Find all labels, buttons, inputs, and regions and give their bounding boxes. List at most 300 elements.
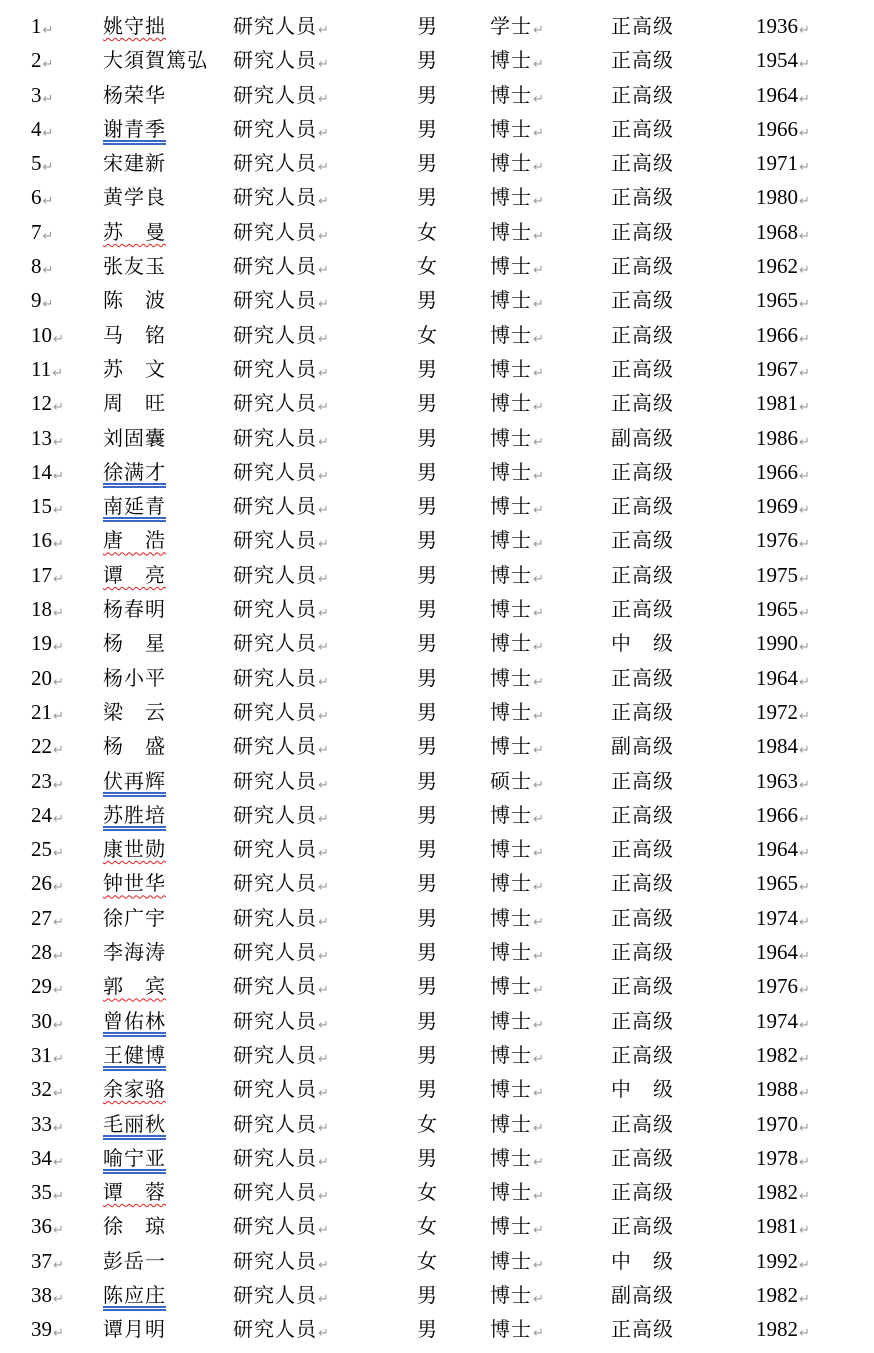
role-cell-text: 研究人员 (233, 459, 317, 484)
role-cell-text: 研究人员 (233, 597, 317, 622)
birth-year-cell-text: 1966 (756, 802, 798, 827)
title-level-cell (611, 969, 674, 1003)
role-cell-text: 研究人员 (233, 699, 317, 724)
person-name (103, 1209, 166, 1243)
birth-year-cell (756, 318, 810, 356)
degree-cell (490, 661, 545, 699)
role-cell (233, 1278, 330, 1316)
birth-year-cell-text: 1981 (756, 1214, 798, 1239)
title-level-cell (611, 318, 674, 352)
title-level-cell-text: 正高级 (611, 905, 674, 930)
role-cell-text: 研究人员 (233, 116, 317, 141)
title-level-cell (611, 421, 674, 455)
person-name-text: 宋建新 (103, 151, 166, 176)
title-level-cell-text: 正高级 (611, 48, 674, 73)
list-item (0, 661, 874, 695)
row-number (31, 866, 64, 904)
paragraph-mark-icon: ↵ (318, 983, 330, 999)
gender-cell (417, 1141, 438, 1175)
role-cell (233, 386, 330, 424)
paragraph-mark-icon: ↵ (318, 1326, 330, 1342)
gender-cell (417, 1244, 438, 1278)
row-number-text: 26 (31, 871, 52, 896)
degree-cell (490, 489, 545, 527)
row-number (31, 832, 64, 870)
person-name (103, 1175, 166, 1209)
role-cell-text: 研究人员 (233, 802, 317, 827)
title-level-cell (611, 146, 674, 180)
role-cell (233, 592, 330, 630)
row-number-text: 5 (31, 151, 42, 176)
row-number (31, 798, 64, 836)
row-number-text: 37 (31, 1248, 52, 1273)
birth-year-cell (756, 489, 810, 527)
person-name-text: 马 铭 (103, 322, 166, 347)
role-cell-text: 研究人员 (233, 871, 317, 896)
paragraph-mark-icon: ↵ (799, 571, 810, 587)
person-name-text: 苏 曼 (103, 219, 166, 244)
paragraph-mark-icon: ↵ (318, 537, 330, 553)
row-number (31, 523, 64, 561)
title-level-cell (611, 283, 674, 317)
title-level-cell-text: 副高级 (611, 425, 674, 450)
degree-cell (490, 1038, 545, 1076)
paragraph-mark-icon: ↵ (318, 1189, 330, 1205)
row-number (31, 489, 64, 527)
person-name (103, 729, 166, 763)
person-name (103, 180, 166, 214)
list-item (0, 283, 874, 317)
degree-cell-text: 博士 (490, 322, 532, 347)
birth-year-cell (756, 249, 810, 287)
birth-year-cell-text: 1986 (756, 425, 798, 450)
birth-year-cell-text: 1978 (756, 1145, 798, 1170)
row-number-text: 29 (31, 974, 52, 999)
paragraph-mark-icon: ↵ (53, 949, 64, 965)
birth-year-cell (756, 798, 810, 836)
role-cell (233, 764, 330, 802)
gender-cell-text: 男 (417, 1008, 438, 1033)
birth-year-cell-text: 1969 (756, 494, 798, 519)
degree-cell-text: 博士 (490, 219, 532, 244)
degree-cell (490, 215, 545, 253)
paragraph-mark-icon: ↵ (533, 983, 545, 999)
title-level-cell (611, 1244, 674, 1278)
birth-year-cell (756, 969, 810, 1007)
paragraph-mark-icon: ↵ (799, 194, 810, 210)
person-name-text: 苏 文 (103, 356, 166, 381)
degree-cell-text: 博士 (490, 1282, 532, 1307)
gender-cell (417, 1072, 438, 1106)
title-level-cell (611, 386, 674, 420)
role-cell (233, 1209, 330, 1247)
birth-year-cell-text: 1965 (756, 871, 798, 896)
person-name-text: 南延青 (103, 494, 166, 519)
title-level-cell (611, 1278, 674, 1312)
degree-cell-text: 博士 (490, 631, 532, 656)
title-level-cell (611, 489, 674, 523)
title-level-cell-text: 正高级 (611, 768, 674, 793)
person-name-text: 谭月明 (103, 1317, 166, 1342)
row-number (31, 455, 64, 493)
list-item (0, 1072, 874, 1106)
gender-cell-text: 男 (417, 391, 438, 416)
paragraph-mark-icon: ↵ (318, 400, 330, 416)
paragraph-mark-icon: ↵ (799, 846, 810, 862)
person-name (103, 592, 166, 626)
title-level-cell-text: 正高级 (611, 665, 674, 690)
paragraph-mark-icon: ↵ (799, 880, 810, 896)
degree-cell (490, 1278, 545, 1316)
degree-cell-text: 博士 (490, 974, 532, 999)
role-cell-text: 研究人员 (233, 940, 317, 965)
paragraph-mark-icon: ↵ (799, 1086, 810, 1102)
row-number (31, 558, 64, 596)
gender-cell (417, 1107, 438, 1141)
paragraph-mark-icon: ↵ (42, 194, 54, 210)
title-level-cell (611, 180, 674, 214)
role-cell (233, 489, 330, 527)
birth-year-cell (756, 764, 810, 802)
paragraph-mark-icon: ↵ (53, 468, 64, 484)
degree-cell-text: 博士 (490, 802, 532, 827)
degree-cell-text: 博士 (490, 116, 532, 141)
degree-cell-text: 博士 (490, 425, 532, 450)
row-number-text: 36 (31, 1214, 52, 1239)
list-item (0, 455, 874, 489)
degree-cell (490, 318, 545, 356)
gender-cell (417, 1278, 438, 1312)
paragraph-mark-icon: ↵ (318, 57, 330, 73)
paragraph-mark-icon: ↵ (533, 297, 545, 313)
gender-cell (417, 78, 438, 112)
title-level-cell-text: 正高级 (611, 254, 674, 279)
role-cell (233, 695, 330, 733)
row-number-text: 6 (31, 185, 42, 210)
degree-cell (490, 1141, 545, 1179)
person-name (103, 1072, 166, 1106)
paragraph-mark-icon: ↵ (53, 1120, 64, 1136)
title-level-cell-text: 正高级 (611, 837, 674, 862)
paragraph-mark-icon: ↵ (799, 468, 810, 484)
title-level-cell-text: 正高级 (611, 288, 674, 313)
birth-year-cell (756, 901, 810, 939)
birth-year-cell-text: 1964 (756, 665, 798, 690)
paragraph-mark-icon: ↵ (799, 674, 810, 690)
person-name (103, 901, 166, 935)
degree-cell (490, 1107, 545, 1145)
title-level-cell (611, 1004, 674, 1038)
person-name (103, 1107, 166, 1141)
degree-cell (490, 969, 545, 1007)
degree-cell-text: 博士 (490, 734, 532, 759)
birth-year-cell (756, 421, 810, 459)
role-cell (233, 78, 330, 116)
title-level-cell (611, 729, 674, 763)
title-level-cell-text: 正高级 (611, 116, 674, 141)
paragraph-mark-icon: ↵ (318, 23, 330, 38)
degree-cell (490, 386, 545, 424)
degree-cell-text: 博士 (490, 151, 532, 176)
role-cell (233, 146, 330, 184)
gender-cell (417, 1038, 438, 1072)
title-level-cell-text: 中 级 (611, 1248, 674, 1273)
birth-year-cell (756, 352, 810, 390)
degree-cell-text: 博士 (490, 1111, 532, 1136)
row-number (31, 78, 53, 116)
person-name-text: 徐满才 (103, 459, 166, 484)
degree-cell-text: 博士 (490, 905, 532, 930)
row-number-text: 25 (31, 837, 52, 862)
person-name-text: 陈应庄 (103, 1282, 166, 1307)
row-number-text: 2 (31, 48, 42, 73)
birth-year-cell-text: 1964 (756, 82, 798, 107)
gender-cell-text: 女 (417, 1180, 438, 1205)
row-number (31, 180, 53, 218)
gender-cell-text: 男 (417, 14, 438, 38)
title-level-cell (611, 352, 674, 386)
birth-year-cell-text: 1982 (756, 1282, 798, 1307)
list-item (0, 866, 874, 900)
gender-cell (417, 43, 438, 77)
degree-cell (490, 146, 545, 184)
person-name-text: 黄学良 (103, 185, 166, 210)
birth-year-cell (756, 215, 810, 253)
degree-cell-text: 博士 (490, 494, 532, 519)
title-level-cell-text: 正高级 (611, 219, 674, 244)
paragraph-mark-icon: ↵ (318, 468, 330, 484)
gender-cell (417, 455, 438, 489)
birth-year-cell-text: 1968 (756, 219, 798, 244)
person-name-text: 彭岳一 (103, 1248, 166, 1273)
row-number-text: 3 (31, 82, 42, 107)
gender-cell-text: 男 (417, 151, 438, 176)
list-item (0, 43, 874, 77)
person-name-text: 郭 宾 (103, 974, 166, 999)
gender-cell-text: 男 (417, 837, 438, 862)
row-number-text: 24 (31, 802, 52, 827)
birth-year-cell-text: 1966 (756, 322, 798, 347)
birth-year-cell-text: 1976 (756, 528, 798, 553)
paragraph-mark-icon: ↵ (533, 640, 545, 656)
birth-year-cell (756, 866, 810, 904)
row-number (31, 112, 53, 150)
degree-cell (490, 729, 545, 767)
person-name (103, 489, 166, 523)
degree-cell (490, 283, 545, 321)
title-level-cell-text: 正高级 (611, 322, 674, 347)
role-cell-text: 研究人员 (233, 1282, 317, 1307)
paragraph-mark-icon: ↵ (53, 640, 64, 656)
title-level-cell (611, 43, 674, 77)
birth-year-cell-text: 1982 (756, 1317, 798, 1342)
paragraph-mark-icon: ↵ (533, 1291, 545, 1307)
row-number-text: 17 (31, 562, 52, 587)
role-cell-text: 研究人员 (233, 1111, 317, 1136)
paragraph-mark-icon: ↵ (533, 1051, 545, 1067)
birth-year-cell-text: 1990 (756, 631, 798, 656)
role-cell (233, 729, 330, 767)
title-level-cell-text: 正高级 (611, 185, 674, 210)
degree-cell-text: 博士 (490, 940, 532, 965)
paragraph-mark-icon: ↵ (533, 503, 545, 519)
role-cell-text: 研究人员 (233, 905, 317, 930)
paragraph-mark-icon: ↵ (318, 708, 330, 724)
title-level-cell (611, 592, 674, 626)
paragraph-mark-icon: ↵ (53, 1051, 64, 1067)
degree-cell (490, 1072, 545, 1110)
gender-cell-text: 男 (417, 699, 438, 724)
person-name (103, 866, 166, 900)
list-item (0, 421, 874, 455)
birth-year-cell (756, 1175, 810, 1213)
paragraph-mark-icon: ↵ (533, 743, 545, 759)
title-level-cell (611, 832, 674, 866)
person-name (103, 969, 166, 1003)
birth-year-cell (756, 523, 810, 561)
gender-cell (417, 180, 438, 214)
row-number-text: 32 (31, 1077, 52, 1102)
list-item (0, 592, 874, 626)
row-number-text: 34 (31, 1145, 52, 1170)
person-name (103, 1038, 166, 1072)
paragraph-mark-icon: ↵ (533, 846, 545, 862)
list-item (0, 1278, 874, 1312)
title-level-cell-text: 副高级 (611, 734, 674, 759)
row-number-text: 11 (31, 356, 52, 381)
degree-cell-text: 博士 (490, 185, 532, 210)
person-name-text: 苏胜培 (103, 802, 166, 827)
person-name-text: 李海涛 (103, 940, 166, 965)
title-level-cell (611, 1141, 674, 1175)
paragraph-mark-icon: ↵ (533, 777, 545, 793)
row-number (31, 9, 53, 47)
paragraph-mark-icon: ↵ (799, 914, 810, 930)
paragraph-mark-icon: ↵ (318, 571, 330, 587)
gender-cell-text: 男 (417, 562, 438, 587)
row-number-text: 4 (31, 116, 42, 141)
paragraph-mark-icon: ↵ (53, 1257, 64, 1273)
title-level-cell (611, 523, 674, 557)
list-item (0, 180, 874, 214)
gender-cell (417, 592, 438, 626)
row-number (31, 901, 64, 939)
person-name-text: 陈 波 (103, 288, 166, 313)
role-cell-text: 研究人员 (233, 1145, 317, 1170)
gender-cell (417, 215, 438, 249)
paragraph-mark-icon: ↵ (533, 57, 545, 73)
degree-cell-text: 博士 (490, 1042, 532, 1067)
person-name (103, 695, 166, 729)
paragraph-mark-icon: ↵ (52, 365, 64, 381)
row-number-text: 33 (31, 1111, 52, 1136)
birth-year-cell-text: 1964 (756, 940, 798, 965)
row-number (31, 695, 64, 733)
paragraph-mark-icon: ↵ (533, 1189, 545, 1205)
paragraph-mark-icon: ↵ (53, 331, 64, 347)
person-name-text: 伏再辉 (103, 768, 166, 793)
paragraph-mark-icon: ↵ (799, 708, 810, 724)
list-item (0, 626, 874, 660)
list-item (0, 935, 874, 969)
gender-cell-text: 女 (417, 1248, 438, 1273)
paragraph-mark-icon: ↵ (318, 365, 330, 381)
role-cell-text: 研究人员 (233, 219, 317, 244)
gender-cell-text: 男 (417, 940, 438, 965)
title-level-cell-text: 中 级 (611, 631, 674, 656)
birth-year-cell-text: 1971 (756, 151, 798, 176)
paragraph-mark-icon: ↵ (53, 1223, 64, 1239)
paragraph-mark-icon: ↵ (53, 1017, 64, 1033)
birth-year-cell (756, 1141, 810, 1179)
gender-cell (417, 421, 438, 455)
person-name-text: 大須賀篤弘 (103, 48, 208, 73)
list-item (0, 1209, 874, 1243)
role-cell (233, 112, 330, 150)
paragraph-mark-icon: ↵ (42, 263, 54, 279)
role-cell (233, 318, 330, 356)
row-number (31, 318, 64, 356)
title-level-cell (611, 112, 674, 146)
role-cell-text: 研究人员 (233, 288, 317, 313)
list-item (0, 729, 874, 763)
birth-year-cell-text: 1974 (756, 1008, 798, 1033)
title-level-cell-text: 正高级 (611, 151, 674, 176)
row-number-text: 27 (31, 905, 52, 930)
person-name (103, 935, 166, 969)
paragraph-mark-icon: ↵ (533, 125, 545, 141)
role-cell-text: 研究人员 (233, 1042, 317, 1067)
degree-cell-text: 博士 (490, 837, 532, 862)
gender-cell-text: 男 (417, 1077, 438, 1102)
title-level-cell (611, 78, 674, 112)
role-cell (233, 1004, 330, 1042)
birth-year-cell (756, 592, 810, 630)
row-number-text: 14 (31, 459, 52, 484)
person-name-text: 周 旺 (103, 391, 166, 416)
paragraph-mark-icon: ↵ (799, 365, 810, 381)
role-cell (233, 283, 330, 321)
role-cell-text: 研究人员 (233, 1214, 317, 1239)
gender-cell (417, 661, 438, 695)
paragraph-mark-icon: ↵ (799, 331, 810, 347)
person-name-text: 徐 琼 (103, 1214, 166, 1239)
gender-cell-text: 女 (417, 1111, 438, 1136)
paragraph-mark-icon: ↵ (799, 1326, 810, 1342)
paragraph-mark-icon: ↵ (53, 880, 64, 896)
paragraph-mark-icon: ↵ (533, 434, 545, 450)
paragraph-mark-icon: ↵ (799, 777, 810, 793)
paragraph-mark-icon: ↵ (533, 160, 545, 176)
paragraph-mark-icon: ↵ (53, 1326, 64, 1342)
degree-cell-text: 博士 (490, 871, 532, 896)
role-cell (233, 523, 330, 561)
list-item (0, 558, 874, 592)
degree-cell-text: 博士 (490, 1317, 532, 1342)
gender-cell-text: 男 (417, 871, 438, 896)
gender-cell-text: 男 (417, 905, 438, 930)
role-cell (233, 249, 330, 287)
paragraph-mark-icon: ↵ (318, 194, 330, 210)
paragraph-mark-icon: ↵ (799, 537, 810, 553)
person-name-text: 毛丽秋 (103, 1111, 166, 1136)
paragraph-mark-icon: ↵ (318, 125, 330, 141)
birth-year-cell (756, 1209, 810, 1247)
birth-year-cell-text: 1936 (756, 14, 798, 38)
title-level-cell (611, 661, 674, 695)
role-cell (233, 215, 330, 253)
list-item (0, 1175, 874, 1209)
